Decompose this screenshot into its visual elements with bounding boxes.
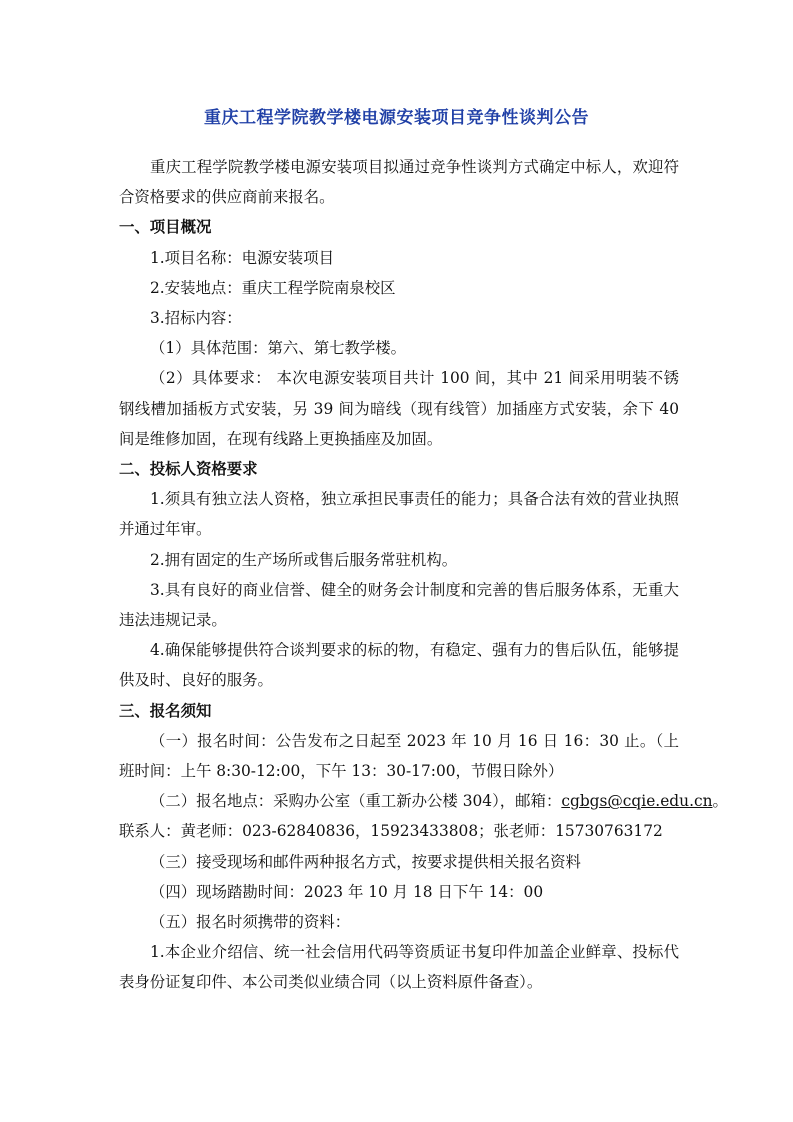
section-heading-registration-notice: 三、报名须知 (119, 701, 212, 720)
qualification-item-3: 3.具有良好的商业信誉、健全的财务会计制度和完善的售后服务体系，无重大违法违规记录。 (119, 580, 679, 630)
required-materials-item-1: 1.本企业介绍信、统一社会信用代码等资质证书复印件加盖企业鲜章、投标代表身份证复印件、本公司类似业绩合同（以上资料原件备查）。 (119, 943, 679, 992)
registration-place-end: 。 (712, 792, 728, 811)
contact-line: 联系人：黄老师：023-62840836，15923433808；张老师：15730763172 (119, 822, 663, 841)
qualification-item-2: 2.拥有固定的生产场所或售后服务常驻机构。 (150, 550, 458, 569)
email-link[interactable]: cgbgs@cqie.edu.cn (561, 792, 713, 811)
qualification-item-4: 4.确保能够提供符合谈判要求的标的物，有稳定、强有力的售后队伍，能够提供及时、良好的服务。 (119, 641, 679, 690)
project-name-item: 1.项目名称：电源安装项目 (150, 248, 334, 267)
registration-place (119, 786, 728, 816)
registration-place-text: （二）报名地点：采购办公室（重工新办公楼 304），邮箱： (150, 792, 562, 811)
section-heading-bidder-qualification: 二、投标人资格要求 (119, 460, 258, 479)
qualification-item-1: 1.须具有独立法人资格，独立承担民事责任的能力；具备合法有效的营业执照并通过年审。 (119, 490, 679, 539)
required-materials-heading: （五）报名时须携带的资料： (150, 913, 351, 932)
tender-content-item: 3.招标内容： (150, 309, 242, 328)
intro-paragraph: 重庆工程学院教学楼电源安装项目拟通过竞争性谈判方式确定中标人，欢迎符合资格要求的供应商前来报名。 (119, 158, 679, 207)
registration-time: （一）报名时间：公告发布之日起至 2023 年 10 月 16 日 16：30 止。（上班时间：上午 8:30-12:00，下午 13：30-17:00，节假日除外） (119, 731, 679, 781)
document-body (119, 152, 728, 998)
section-heading-project-overview: 一、项目概况 (119, 218, 212, 237)
registration-methods: （三）接受现场和邮件两种报名方式，按要求提供相关报名资料 (150, 852, 581, 871)
site-survey-time: （四）现场踏勘时间：2023 年 10 月 18 日下午 14：00 (150, 882, 544, 901)
scope-item: （1）具体范围：第六、第七教学楼。 (150, 339, 407, 358)
requirement-item: （2）具体要求： 本次电源安装项目共计 100 间，其中 21 间采用明装不锈钢线槽加插板方式安装，另 39 间为暗线（现有线管）加插座方式安装，余下 40 间是维修加固，在现有线路上更换插座及加固。 (119, 369, 679, 448)
install-location-item: 2.安装地点：重庆工程学院南泉校区 (150, 278, 396, 297)
document-title: 重庆工程学院教学楼电源安装项目竞争性谈判公告 (204, 108, 589, 128)
